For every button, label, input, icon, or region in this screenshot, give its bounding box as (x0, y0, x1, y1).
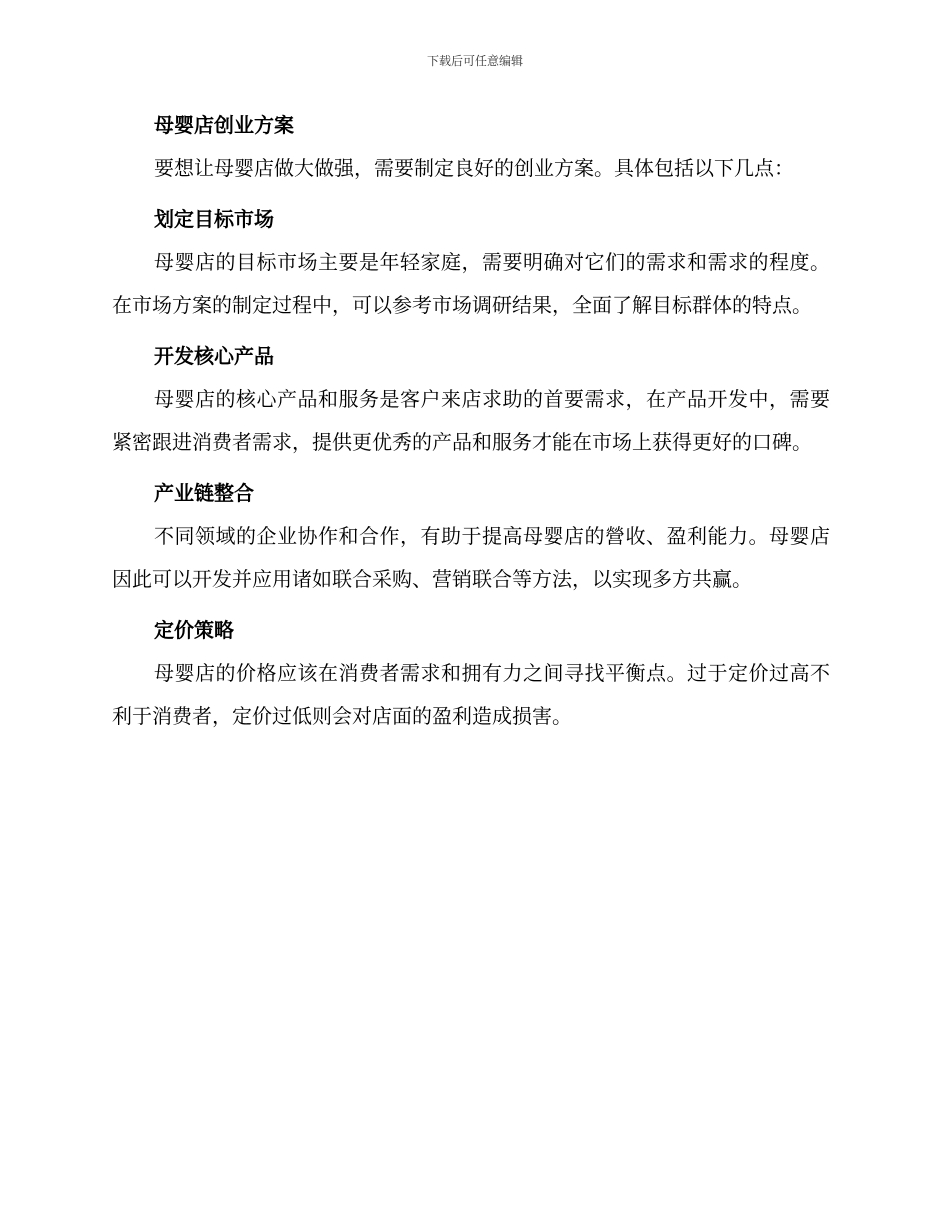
document-title: 母婴店创业方案 (154, 113, 294, 137)
section-heading-industry-chain: 产业链整合 (154, 481, 254, 505)
intro-paragraph: 要想让母婴店做大做强，需要制定良好的创业方案。具体包括以下几点： (154, 156, 794, 180)
document-body (112, 104, 830, 746)
section-heading-target-market: 划定目标市场 (154, 207, 274, 231)
section-body-core-product: 母婴店的核心产品和服务是客户来店求助的首要需求，在产品开发中，需要紧密跟进消费者需求，提供更优秀的产品和服务才能在市场上获得更好的口碑。 (112, 387, 830, 454)
section-body-target-market: 母婴店的目标市场主要是年轻家庭，需要明确对它们的需求和需求的程度。在市场方案的制定过程中，可以参考市场调研结果，全面了解目标群体的特点。 (112, 250, 830, 317)
section-body-pricing: 母婴店的价格应该在消费者需求和拥有力之间寻找平衡点。过于定价过高不利于消费者，定价过低则会对店面的盈利造成损害。 (112, 661, 830, 728)
section-heading-pricing: 定价策略 (154, 618, 234, 642)
section-heading-core-product: 开发核心产品 (154, 344, 274, 368)
section-body-industry-chain: 不同领域的企业协作和合作，有助于提高母婴店的營收、盈利能力。母婴店因此可以开发并应用诸如联合采购、营销联合等方法，以实现多方共赢。 (112, 524, 830, 591)
page-header: 下载后可任意编辑 (426, 54, 523, 68)
